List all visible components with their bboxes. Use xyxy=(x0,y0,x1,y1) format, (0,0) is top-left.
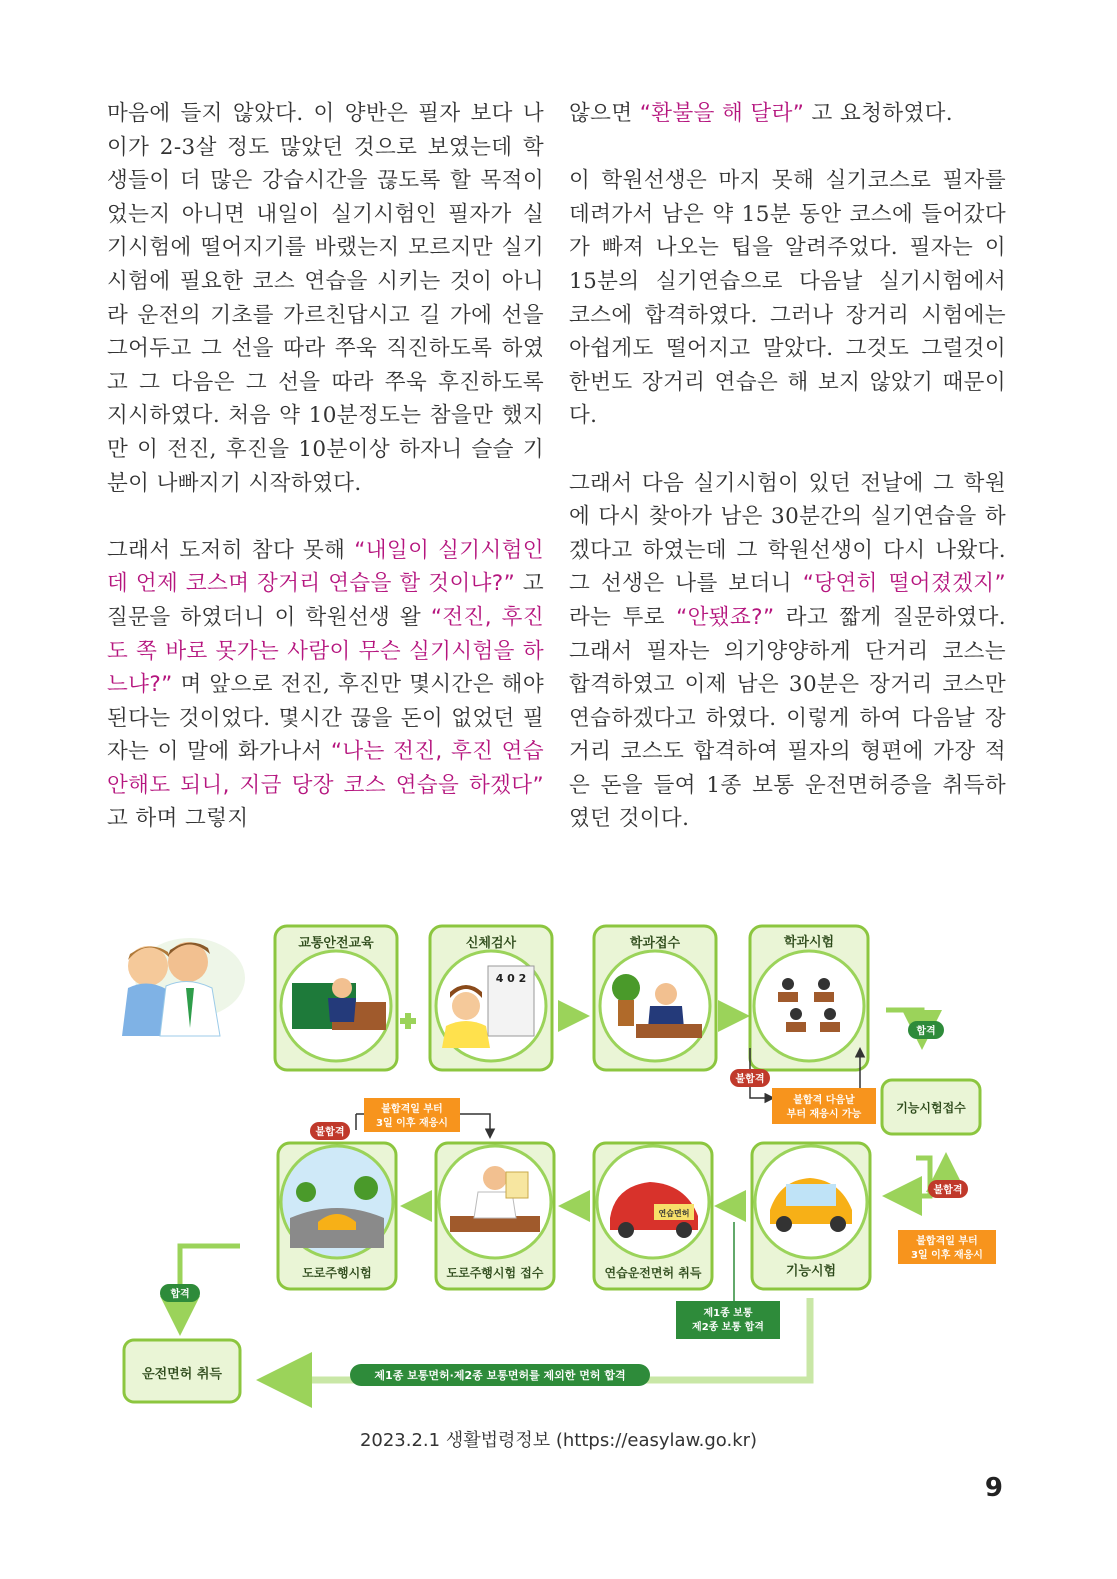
step-label: 기능시험 xyxy=(785,1264,837,1279)
step-skill-registration xyxy=(882,1080,980,1134)
right-column xyxy=(569,97,1006,870)
fail-badge xyxy=(928,1180,968,1198)
quote: “환불을 해 달라” xyxy=(639,101,805,126)
step-road-registration xyxy=(436,1143,554,1289)
text: 그래서 도저히 참다 못해 xyxy=(107,537,355,563)
other-license-note xyxy=(350,1364,650,1386)
text: 고 요청하였다. xyxy=(804,101,954,126)
step-label: 교통안전교육 xyxy=(298,936,374,951)
quote: “안됐죠?” xyxy=(676,604,775,630)
badge-text: 불합격 xyxy=(933,1185,963,1196)
text: 그래서 다음 실기시험이 있던 전날에 그 학원에 다시 찾아가 남은 30분간의 실기연습을 하겠다고 하였는데 그 학원선생이 다시 나왔다. 그 선생은 나를 보더니 xyxy=(569,470,1006,597)
step-written-registration xyxy=(594,926,716,1070)
note-text: 3일 이후 재응시 xyxy=(376,1118,448,1129)
step-label: 학과접수 xyxy=(629,936,681,951)
note-text: 부터 재응시 가능 xyxy=(786,1109,862,1120)
text: 고 하며 그렇지 xyxy=(107,806,249,832)
step-label: 도로주행시험 접수 xyxy=(446,1266,544,1280)
right-paragraph-3 xyxy=(569,467,1006,837)
left-column xyxy=(107,97,544,870)
pass-badge xyxy=(908,1021,944,1039)
step-learner-permit xyxy=(594,1143,712,1289)
quote: “내일이 실기시험인데 언제 코스며 장거리 연습을 할 것이냐?” xyxy=(107,537,544,597)
note-text: 제1종 보통 xyxy=(703,1308,753,1319)
step-label: 운전면허 취득 xyxy=(142,1367,222,1382)
text: 고 질문을 하였더니 이 학원선생 왈 xyxy=(107,571,544,630)
text: 라는 투로 xyxy=(569,604,677,630)
step-label: 학과시험 xyxy=(783,935,835,950)
step-license-obtained xyxy=(124,1340,240,1402)
source-caption: 2023.2.1 생활법령정보 (https://easylaw.go.kr) xyxy=(359,1430,758,1451)
badge-text: 합격 xyxy=(170,1289,190,1300)
note-text: 제2종 보통 합격 xyxy=(692,1322,764,1333)
step-label: 기능시험접수 xyxy=(896,1101,966,1115)
license-process-diagram xyxy=(110,918,1000,1413)
retry-3days-top-note xyxy=(364,1098,460,1132)
car-sign-text: 연습면허 xyxy=(658,1209,690,1218)
people-illustration xyxy=(122,938,245,1036)
quote: “전진, 후진도 쪽 바로 못가는 사람이 무슨 실기시험을 하느냐?” xyxy=(107,604,545,698)
step-label: 신체검사 xyxy=(465,936,517,951)
right-paragraph-2: 이 학원선생은 마지 못해 실기코스로 필자를 데려가서 남은 약 15분 동안 코스에 들어갔다가 빠져 나오는 팁을 알려주었다. 필자는 이 15분의 실기연습으로 다음날 실기시험에서 코스에 합격하였다. 그러나 장거리 시험에는 아쉽게도 떨어지고 말았다. 그것도 그럴것이 한번도 장거리 연습은 해 보지 않았기 때문이다. xyxy=(569,168,1006,429)
step-skill-test xyxy=(752,1143,870,1289)
note-text: 3일 이후 재응시 xyxy=(911,1250,983,1261)
badge-text: 불합격 xyxy=(315,1127,345,1138)
left-paragraph-1: 마음에 들지 않았다. 이 양반은 필자 보다 나이가 2-3살 정도 많았던 것으로 보였는데 학생들이 더 많은 강습시간을 끊도록 할 목적이었는지 아니면 내일이 실기시험인 필자가 실기시험에 떨어지기를 바랬는지 모르지만 실기시험에 필요한 코스 연습을 시키는 것이 아니라 운전의 기초를 가르친답시고 길 가에 선을 그어두고 그 선을 따라 쭈욱 직진하도록 하였고 그 다음은 그 선을 따라 쭈욱 후진하도록 지시하였다. 처음 약 10분정도는 참을만 했지만 이 전진, 후진을 10분이상 하자니 슬슬 기분이 나빠지기 시작하였다. xyxy=(107,101,544,496)
eye-chart-text: 4 0 2 xyxy=(495,972,527,985)
left-paragraph-2 xyxy=(107,534,544,836)
badge-text: 합격 xyxy=(916,1026,936,1037)
step-label: 도로주행시험 xyxy=(302,1266,372,1280)
step-safety-education xyxy=(275,926,397,1070)
text: 않으면 xyxy=(569,101,640,126)
step-physical-exam xyxy=(430,926,552,1070)
fail-badge xyxy=(310,1122,350,1140)
step-written-test xyxy=(750,926,868,1070)
quote: “당연히 떨어졌겠지” xyxy=(802,571,1006,597)
step-road-test xyxy=(278,1143,396,1289)
quote: “나는 전진, 후진 연습 안해도 되니, 지금 당장 코스 연습을 하겠다” xyxy=(107,739,545,798)
text: 라고 짧게 질문하였다. 그래서 필자는 의기양양하게 단거리 코스는 합격하였고 이제 남은 30분은 장거리 코스만 연습하겠다고 하였다. 이렇게 하여 다음날 장거리 코스도 합격하여 필자의 형편에 가장 적은 돈을 들여 1종 보통 운전면허증을 취득하였던 것이다. xyxy=(569,604,1006,832)
page-number: 9 xyxy=(984,1473,1003,1503)
right-paragraph-1 xyxy=(569,97,1006,131)
note-text: 불합격일 부터 xyxy=(381,1104,443,1115)
retry-next-day-note xyxy=(772,1088,876,1124)
pass-badge xyxy=(160,1284,200,1302)
retry-3days-side-note xyxy=(898,1230,996,1264)
badge-text: 불합격 xyxy=(735,1074,765,1085)
note-text: 불합격일 부터 xyxy=(916,1236,978,1247)
class-pass-note xyxy=(676,1301,780,1339)
note-text: 제1종 보통면허·제2종 보통면허를 제외한 면허 합격 xyxy=(374,1369,626,1382)
step-label: 연습운전면허 취득 xyxy=(604,1266,702,1280)
text: 며 앞으로 전진, 후진만 몇시간은 해야 된다는 것이었다. 몇시간 끊을 돈이 없었던 필자는 이 말에 화가나서 xyxy=(107,672,544,765)
note-text: 불합격 다음날 xyxy=(793,1095,855,1106)
fail-badge xyxy=(730,1069,770,1087)
